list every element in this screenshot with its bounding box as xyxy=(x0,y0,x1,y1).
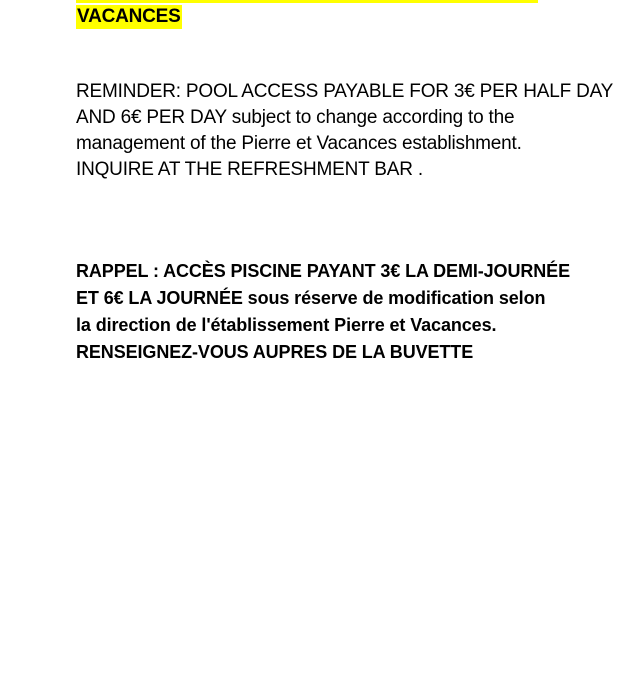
highlight-strip xyxy=(76,0,538,3)
reminder-english-line: AND 6€ PER DAY subject to change according to the xyxy=(76,107,515,128)
reminder-french-line: RENSEIGNEZ-VOUS AUPRES DE LA BUVETTE xyxy=(76,342,474,362)
reminder-french xyxy=(76,258,596,366)
reminder-english-line: management of the Pierre et Vacances establishment. xyxy=(76,133,522,154)
reminder-english-line: INQUIRE AT THE REFRESHMENT BAR . xyxy=(76,159,423,180)
reminder-french-line: la direction de l'établissement Pierre et Vacances. xyxy=(76,315,497,335)
reminder-english xyxy=(76,79,614,183)
highlighted-heading: VACANCES xyxy=(77,6,181,27)
reminder-french-line: ET 6€ LA JOURNÉE sous réserve de modification selon xyxy=(76,288,546,308)
reminder-english-line: REMINDER: POOL ACCESS PAYABLE FOR 3€ PER HALF DAY xyxy=(76,81,614,102)
reminder-french-line: RAPPEL : ACCÈS PISCINE PAYANT 3€ LA DEMI-JOURNÉE xyxy=(76,261,570,281)
